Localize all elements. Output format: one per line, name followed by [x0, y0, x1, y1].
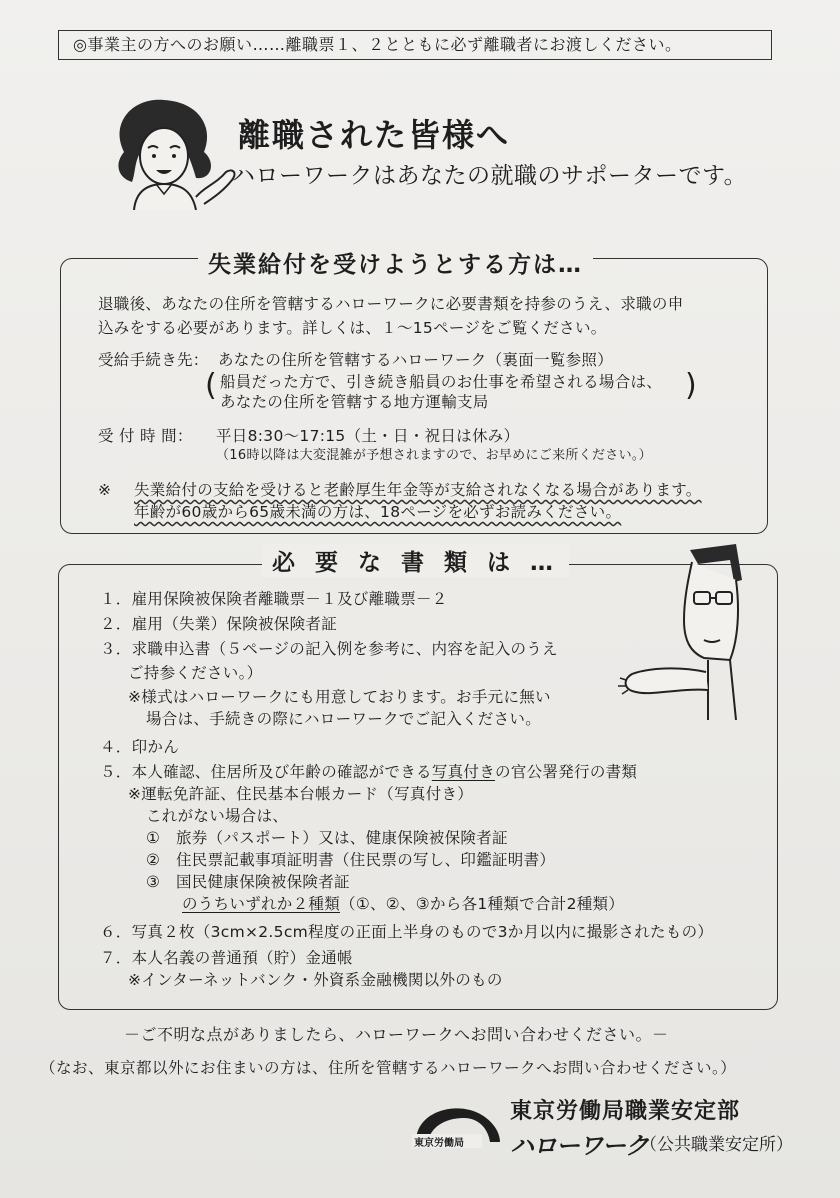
doc-item-3: ３．求職申込書（５ページの記入例を参考に、内容を記入のうえ — [100, 640, 558, 658]
warning-line2: 年齢が60歳から65歳未満の方は、18ページを必ずお読みください。 — [134, 503, 622, 521]
doc-item-5-photo: 写真付き — [431, 763, 496, 781]
section2-title: 必 要 な 書 類 は … — [262, 544, 569, 577]
doc-item-5-rest: の官公署発行の書類 — [495, 763, 638, 781]
close-paren: ) — [685, 368, 697, 403]
footer-note: （なお、東京都以外にお住まいの方は、住所を管轄するハローワークへお問い合わせください。） — [40, 1059, 737, 1077]
woman-illustration — [104, 92, 240, 210]
doc-item-3-cont: ご持参ください。） — [128, 664, 263, 682]
doc-item-3-note1: ※様式はハローワークにも用意しております。お手元に無い — [128, 688, 551, 706]
warning-mark: ※ — [98, 481, 112, 499]
doc-item-5-opt3: ③ 国民健康保険被保険者証 — [146, 873, 350, 891]
doc-item-5-opt2: ② 住民票記載事項証明書（住民票の写し、印鑑証明書） — [146, 851, 556, 869]
section1-title: 失業給付を受けようとする方は… — [198, 246, 593, 279]
doc-item-5 — [100, 760, 637, 784]
main-subtitle: ハローワークはあなたの就職のサポーターです。 — [232, 163, 748, 189]
open-paren: ( — [205, 368, 217, 403]
doc-item-7-note: ※インターネットバンク・外資系金融機関以外のもの — [128, 971, 503, 989]
logo-text: 東京労働局 — [414, 1138, 464, 1149]
doc-item-5-opt1: ① 旅券（パスポート）又は、健康保険被保険者証 — [146, 829, 508, 847]
doc-item-5-choice-note: （①、②、③から各1種類で合計2種類） — [340, 895, 625, 913]
doc-item-5-alt: これがない場合は、 — [146, 807, 289, 825]
doc-item-1: １．雇用保険被保険者離職票－１及び離職票－２ — [100, 590, 448, 608]
doc-item-6: ６．写真２枚（3cm×2.5cm程度の正面上半身のもので3か月以内に撮影されたもの） — [100, 923, 714, 941]
hours-value: 平日8:30～17:15（土・日・祝日は休み） — [216, 427, 520, 445]
hours-label: 受 付 時 間： — [98, 427, 193, 445]
section1-intro-line2: 込みをする必要があります。詳しくは、１～15ページをご覧ください。 — [98, 319, 607, 337]
seaman-line1: 船員だった方で、引き続き船員のお仕事を希望される場合は、 — [220, 373, 663, 391]
doc-item-5-license: ※運転免許証、住民基本台帳カード（写真付き） — [128, 785, 474, 803]
doc-item-5-text: ５．本人確認、住居所及び年齢の確認ができる — [100, 763, 432, 781]
section1-intro-line1: 退職後、あなたの住所を管轄するハローワークに必要書類を持参のうえ、求職の申 — [98, 295, 684, 313]
org-name: 東京労働局職業安定部 — [510, 1099, 741, 1124]
warning-line1: 失業給付の支給を受けると老齢厚生年金等が支給されなくなる場合があります。 — [134, 481, 702, 499]
doc-item-5-choice — [182, 892, 624, 916]
doc-item-2: ２．雇用（失業）保険被保険者証 — [100, 615, 338, 633]
hours-note: （16時以降は大変混雑が予想されますので、お早めにご来所ください。） — [216, 448, 652, 463]
man-illustration — [618, 540, 758, 720]
place-label: 受給手続き先： — [98, 351, 209, 369]
employer-notice: ◎事業主の方へのお願い……離職票１、２とともに必ず離職者にお渡しください。 — [58, 30, 772, 60]
doc-item-5-choice-emph: のうちいずれか２種類 — [182, 895, 341, 913]
doc-item-7: ７．本人名義の普通預（貯）金通帳 — [100, 949, 353, 967]
seaman-line2: あなたの住所を管轄する地方運輸支局 — [220, 393, 489, 411]
main-title: 離職された皆様へ — [238, 116, 511, 154]
place-value: あなたの住所を管轄するハローワーク（裏面一覧参照） — [218, 351, 614, 369]
hellowork-brand: ハローワーク — [510, 1132, 648, 1160]
doc-item-3-note2: 場合は、手続きの際にハローワークでご記入ください。 — [146, 710, 542, 728]
doc-item-4: ４．印かん — [100, 738, 180, 756]
hellowork-note: （公共職業安定所） — [640, 1135, 793, 1155]
footer-contact: －ご不明な点がありましたら、ハローワークへお問い合わせください。－ — [124, 1025, 669, 1044]
